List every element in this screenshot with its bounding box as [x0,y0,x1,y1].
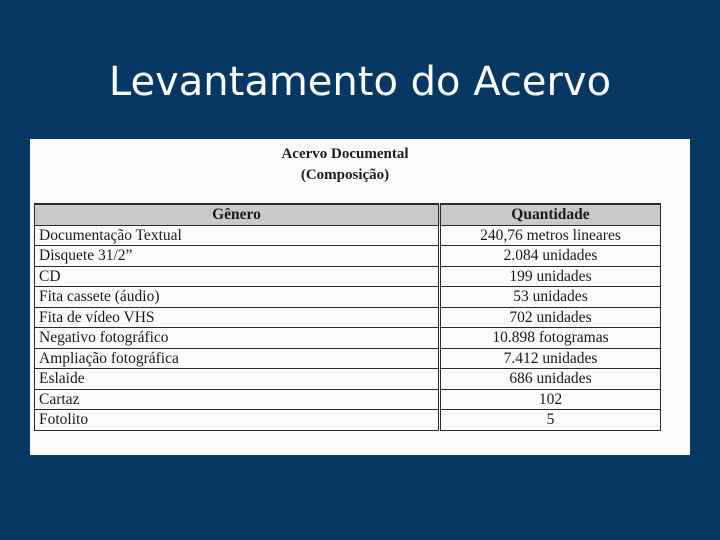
cell-quantidade: 686 unidades [440,369,661,390]
table-row [35,225,661,246]
slide-title: Levantamento do Acervo [108,59,612,105]
cell-genero: Fita de vídeo VHS [35,307,440,328]
table-row [35,246,661,267]
column-header-genero: Gênero [35,204,440,225]
scanned-document [30,139,690,455]
cell-quantidade: 102 [440,389,661,410]
cell-genero: Cartaz [35,389,440,410]
cell-genero: Ampliação fotográfica [35,348,440,369]
cell-genero: Eslaide [35,369,440,390]
cell-quantidade: 702 unidades [440,307,661,328]
cell-quantidade: 7.412 unidades [440,348,661,369]
cell-quantidade: 199 unidades [440,266,661,287]
table-row [35,389,661,410]
cell-genero: Negativo fotográfico [35,328,440,349]
cell-quantidade: 10.898 fotogramas [440,328,661,349]
document-subheading: (Composição) [300,167,390,183]
column-header-quantidade: Quantidade [440,204,661,225]
cell-quantidade: 2.084 unidades [440,246,661,267]
table-row [35,328,661,349]
cell-genero: Disquete 31/2” [35,246,440,267]
table-header-row [35,204,661,225]
cell-quantidade: 53 unidades [440,287,661,308]
table-row [35,369,661,390]
cell-genero: Documentação Textual [35,225,440,246]
cell-genero: CD [35,266,440,287]
inventory-table [34,203,661,431]
cell-genero: Fita cassete (áudio) [35,287,440,308]
table-row [35,410,661,431]
table-row [35,348,661,369]
document-heading: Acervo Documental [281,146,409,162]
table-row [35,307,661,328]
cell-quantidade: 240,76 metros lineares [440,225,661,246]
table-row [35,266,661,287]
table-row [35,287,661,308]
cell-quantidade: 5 [440,410,661,431]
cell-genero: Fotolito [35,410,440,431]
